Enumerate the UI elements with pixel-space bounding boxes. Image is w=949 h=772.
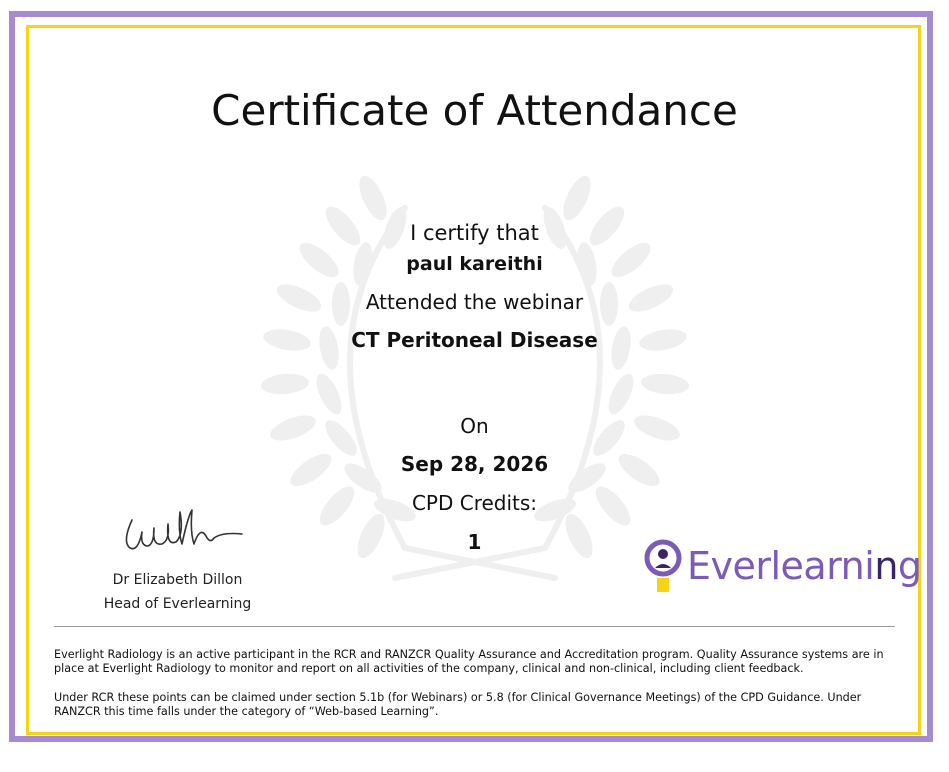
signatory-role: Head of Everlearning <box>103 596 252 612</box>
logo-text-part2: n <box>874 544 898 588</box>
cpd-credits-label: CPD Credits: <box>411 491 538 515</box>
signatory-name: Dr Elizabeth Dillon <box>112 572 243 588</box>
attended-text: Attended the webinar <box>365 290 584 314</box>
attendee-name: paul kareithi <box>406 253 543 275</box>
footer-divider <box>54 626 895 627</box>
lightbulb-person-icon <box>643 538 683 596</box>
footer-paragraph-2: Under RCR these points can be claimed under section 5.1b (for Webinars) or 5.8 (for Clinical Governance Meetings) of the CPD Guidance. Under RANZCR this time falls under the category of “Web-based Learning”. <box>54 691 862 718</box>
certify-text: I certify that <box>410 221 539 245</box>
logo-text <box>687 544 922 588</box>
footer-paragraph-1: Everlight Radiology is an active participant in the RCR and RANZCR Quality Assurance and Accreditation program. Quality Assurance systems are in place at Everlight Radiology to monitor and report on all activities of the company, clinical and non-clinical, including client feedback. <box>54 648 884 675</box>
certificate-title: Certificate of Attendance <box>211 86 738 135</box>
signature-icon <box>118 502 248 562</box>
webinar-title: CT Peritoneal Disease <box>351 328 598 352</box>
logo-text-part3: g <box>897 544 922 588</box>
logo-text-part1: Everlearni <box>687 544 875 588</box>
on-text: On <box>460 414 489 438</box>
attendance-date: Sep 28, 2026 <box>400 452 549 476</box>
everlearning-logo <box>643 538 922 598</box>
cpd-credits-value: 1 <box>467 530 482 554</box>
